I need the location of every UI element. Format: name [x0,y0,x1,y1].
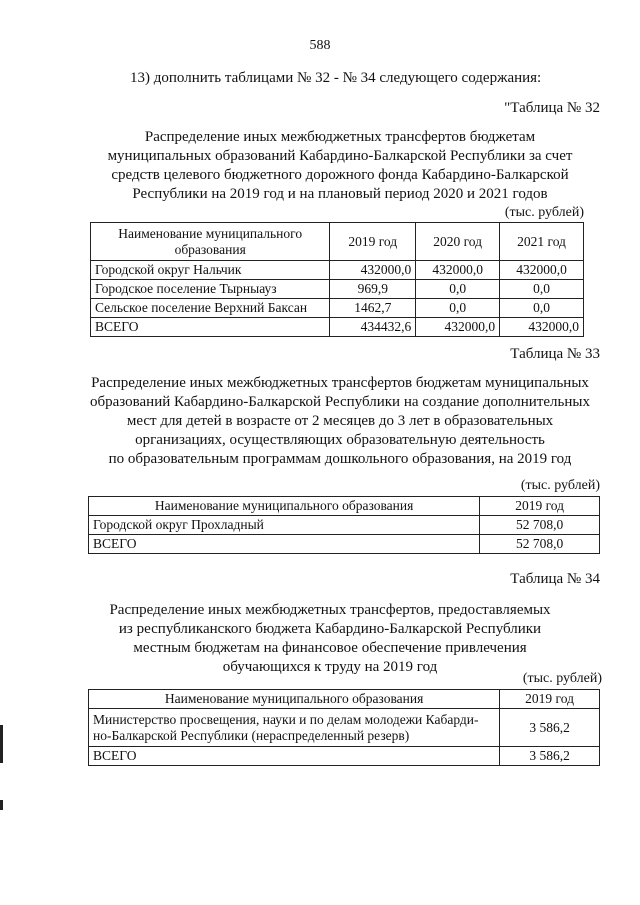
scan-edge-mark [0,725,3,763]
cell: 3 586,2 [500,747,600,766]
table-32-title [60,128,620,204]
cell: ВСЕГО [91,318,330,337]
table-33-label: Таблица № 33 [510,346,600,362]
title-line: по образовательным программам дошкольного образования, на 2019 год [108,451,572,467]
header-cell: 2019 год [480,497,600,516]
cell: Городской округ Нальчик [91,261,330,280]
table-row [91,318,584,337]
cell: 432000,0 [416,318,500,337]
cell: 52 708,0 [480,535,600,554]
table-32-units: (тыс. рублей) [504,205,584,220]
title-line: Распределение иных межбюджетных трансфертов бюджетам [144,129,536,145]
table-header-row [89,497,600,516]
header-cell: Наименование муниципального образования [89,497,480,516]
title-line: образований Кабардино-Балкарской Республики на создание дополнительных [90,394,590,410]
table-row [91,280,584,299]
title-line: организациях, осуществляющих образовательную деятельность [135,432,545,448]
header-cell: Наименование муниципального образования [89,690,500,709]
cell: 432000,0 [416,261,500,280]
table-row [89,516,600,535]
page-number: 588 [309,38,331,53]
cell: 0,0 [416,299,500,318]
cell: 3 586,2 [500,709,600,747]
cell: Сельское поселение Верхний Баксан [91,299,330,318]
header-cell: 2020 год [416,223,500,261]
title-line: муниципальных образований Кабардино-Балкарской Республики за счет [107,148,573,164]
title-line: Республики на 2019 год и на плановый период 2020 и 2021 годов [132,186,548,202]
cell: 969,9 [330,280,416,299]
table-header-row [89,690,600,709]
table-32-label: "Таблица № 32 [504,100,600,116]
table-33-title [40,374,640,469]
cell: 434432,6 [330,318,416,337]
table-34 [88,689,600,766]
title-line: обучающихся к труду на 2019 год [222,659,438,675]
table-row [91,261,584,280]
header-cell: 2021 год [500,223,584,261]
table-row [91,299,584,318]
header-cell: Наименование муниципального образования [91,223,330,261]
cell: 0,0 [500,280,584,299]
table-34-units: (тыс. рублей) [522,671,602,686]
title-line: местным бюджетам на финансовое обеспечение привлечения [133,640,527,656]
cell: ВСЕГО [89,535,480,554]
table-header-row [91,223,584,261]
cell: 432000,0 [330,261,416,280]
cell: 52 708,0 [480,516,600,535]
cell: 1462,7 [330,299,416,318]
table-32 [90,222,584,337]
table-row [89,709,600,747]
cell: 432000,0 [500,261,584,280]
table-33-units: (тыс. рублей) [520,478,600,493]
table-row [89,747,600,766]
cell: ВСЕГО [89,747,500,766]
title-line: из республиканского бюджета Кабардино-Балкарской Республики [118,621,542,637]
table-33 [88,496,600,554]
title-line: средств целевого бюджетного дорожного фонда Кабардино-Балкарской [111,167,569,183]
scan-edge-mark [0,800,3,810]
table-row [89,535,600,554]
header-cell: 2019 год [330,223,416,261]
cell: Городское поселение Тырныауз [91,280,330,299]
title-line: Распределение иных межбюджетных трансфертов бюджетам муниципальных [91,375,589,391]
cell: Министерство просвещения, науки и по делам молодежи Кабарди-но-Балкарской Республики (нераспределенный резерв) [89,709,500,747]
cell: 432000,0 [500,318,584,337]
cell: Городской округ Прохладный [89,516,480,535]
table-34-label: Таблица № 34 [510,571,600,587]
title-line: Распределение иных межбюджетных трансфертов, предоставляемых [109,602,551,618]
cell: 0,0 [416,280,500,299]
title-line: мест для детей в возрасте от 2 месяцев до 3 лет в образовательных [126,413,554,429]
cell: 0,0 [500,299,584,318]
header-cell: 2019 год [500,690,600,709]
table-34-title [60,601,600,677]
intro-text: 13) дополнить таблицами № 32 - № 34 следующего содержания: [130,70,542,86]
